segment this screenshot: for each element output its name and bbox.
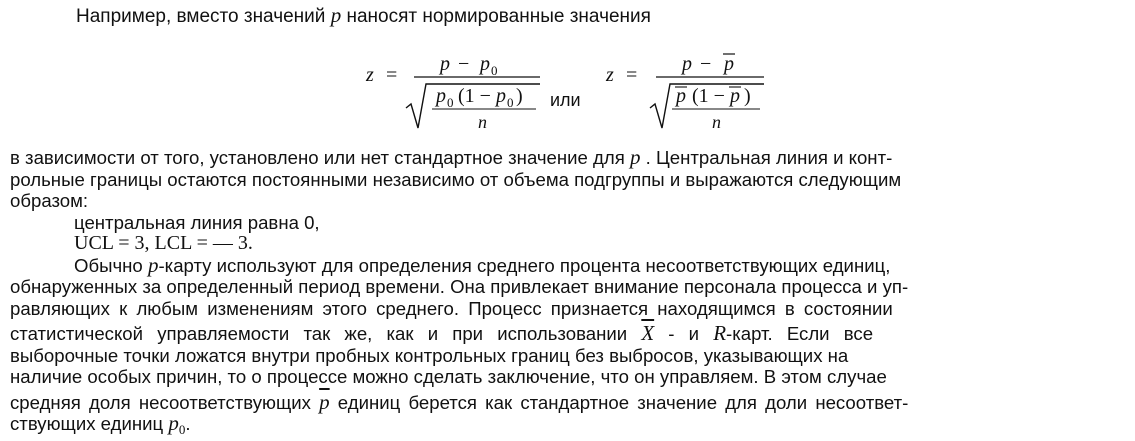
formula2-num-pbar: p [724, 53, 734, 75]
formula2-num-minus: − [700, 53, 712, 75]
body-text [10, 147, 1122, 435]
formula1-z: z [366, 64, 374, 86]
text-line-13-sub0: 0 [178, 422, 186, 437]
intro-line [76, 4, 651, 28]
text-line-1-content [10, 147, 892, 169]
text-line-9-c: -карт. Если все [726, 323, 874, 344]
formula-block [360, 48, 780, 132]
text-line-1-a: в зависимости от того, установлено или нет стандартное значение для [10, 147, 630, 168]
formula2-z: z [606, 64, 614, 86]
text-line-9 [10, 323, 1122, 345]
text-line-2: рольные границы остаются постоянными независимо от объема подгруппы и выражаются следующим [10, 168, 902, 190]
formula1-num-minus: − [458, 53, 470, 75]
text-line-5: UCL = 3, LCL = — 3. [74, 232, 253, 254]
text-line-3: образом: [10, 190, 89, 211]
text-line-1-b: . Центральная линия и конт- [640, 147, 893, 168]
text-line-11: наличие особых причин, то о процессе можно сделать заключение, что он управляем. В этом случае [10, 366, 887, 387]
text-line-13 [10, 413, 1122, 435]
formula2-den-open: (1 − [692, 85, 725, 107]
formula2-num-p: p [682, 53, 692, 75]
text-line-8: равляющих к любым изменениям этого среднего. Процесс признается находящимся в состоянии [10, 297, 893, 319]
formula1-den-p0b: p [496, 85, 506, 107]
text-line-6 [10, 252, 1122, 277]
formula1-n: n [478, 112, 487, 132]
text-line-12-a: средняя доля несоответствующих [10, 391, 320, 413]
text-line-12-var-pbar: $\overline{p}$ [319, 389, 330, 414]
text-line-9-a: статистической управляемости так же, как и при использовании [10, 323, 642, 344]
text-line-9-b: - и [654, 323, 714, 344]
text-line-6-var-p: p [147, 252, 159, 277]
formula1-den-close: ) [516, 85, 523, 107]
formula2-equals: = [626, 64, 638, 86]
text-line-1 [10, 147, 1122, 169]
formula2-den-pbar2: p [730, 85, 740, 107]
text-line-6-b: -карту используют для определения среднего процента несоответствующих единиц, [158, 254, 891, 276]
formula-or: или [550, 90, 581, 110]
text-line-9-var-r: R [713, 321, 727, 345]
text-line-12-b: единиц берется как стандартное значение для доли несоответ- [329, 391, 909, 413]
intro-variable-p: p [330, 3, 342, 27]
formula2-den-close: ) [744, 85, 751, 107]
formula1-equals: = [386, 64, 398, 86]
intro-text-before: Например, вместо значений [76, 6, 331, 27]
formula1-num-p0: p [480, 53, 490, 75]
formula1-den-open: (1 − [458, 85, 491, 107]
formula-svg [360, 48, 780, 132]
text-line-6-a: Обычно [74, 254, 148, 276]
formula1-num-p: p [440, 53, 450, 75]
text-line-13-period: . [185, 413, 191, 434]
intro-text-after: наносят нормированные значения [341, 6, 651, 27]
text-line-7: обнаруженных за определенный период времени. Она привлекает внимание персонала процесса и уп- [10, 276, 909, 297]
formula1-den-sub0b: 0 [507, 95, 514, 110]
formula2-den-pbar: p [676, 85, 686, 107]
text-line-13-a: ствующих единиц [10, 413, 169, 434]
text-line-4: центральная линия равна 0, [74, 211, 320, 233]
formula1-den-sub0: 0 [447, 95, 454, 110]
formula1-den-p0: p [436, 85, 446, 107]
text-line-1-var-p: p [630, 145, 641, 169]
text-line-13-var-p: p [168, 411, 179, 435]
text-line-9-var-xbar: $\overline{X}$ [641, 321, 655, 345]
formula2-n: n [712, 112, 721, 132]
formula1-num-sub0: 0 [491, 63, 498, 78]
text-line-10: выборочные точки ложатся внутри пробных контрольных границ без выбросов, указывающих на [10, 344, 849, 366]
text-line-12 [10, 389, 1122, 414]
